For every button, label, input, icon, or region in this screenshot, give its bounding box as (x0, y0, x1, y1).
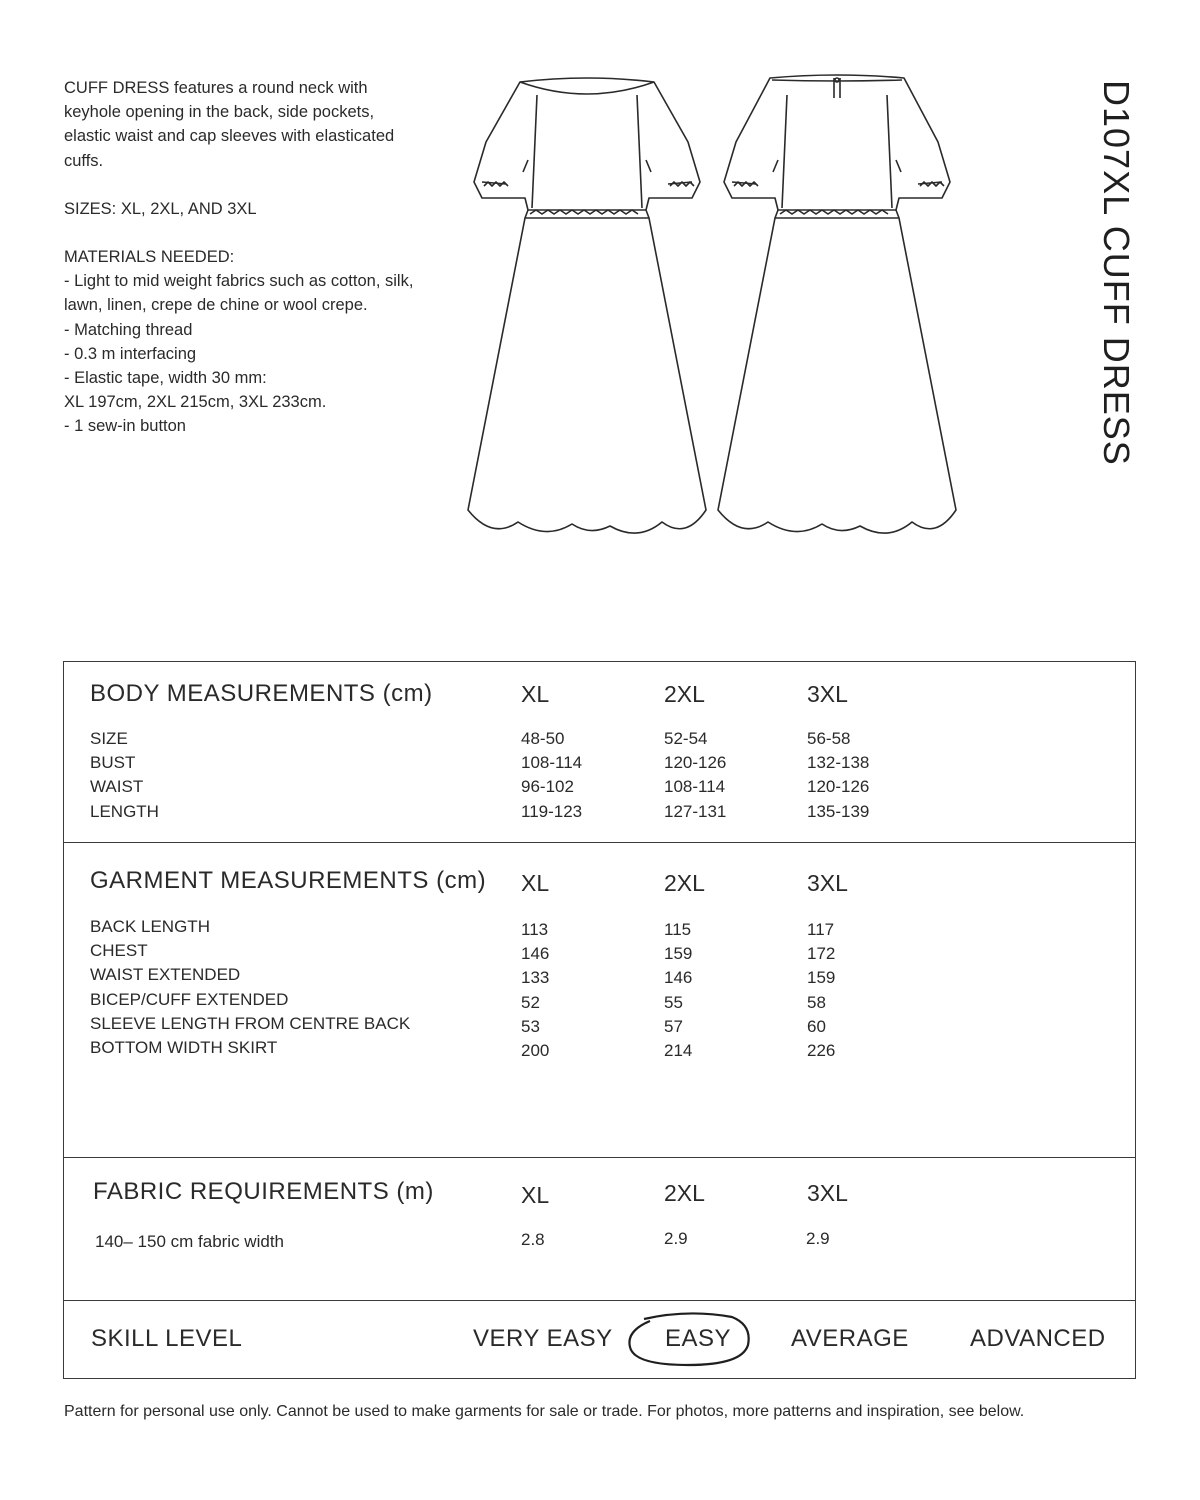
value-cell: 200 (521, 1041, 550, 1061)
garment-measurements-section (64, 843, 1135, 1158)
size-header-2xl: 2XL (664, 1180, 705, 1206)
material-item: - Matching thread (64, 320, 193, 339)
body-measurements-section (64, 662, 1135, 843)
value-cell: 52-54 (664, 729, 708, 748)
value-cell: 146 (521, 944, 550, 964)
value-cell: 108-114 (521, 753, 583, 773)
size-header-xl: XL (521, 681, 550, 707)
body-values-xl (521, 727, 582, 824)
value-cell: 159 (664, 944, 693, 964)
size-header-3xl: 3XL (807, 681, 848, 707)
row-label: SIZE (90, 729, 128, 748)
size-header-2xl: 2XL (664, 681, 705, 707)
skill-option-easy: EASY (665, 1325, 732, 1352)
material-item: XL 197cm, 2XL 215cm, 3XL 233cm. (64, 393, 327, 412)
pattern-title: D107XL CUFF DRESS (1096, 80, 1137, 466)
size-header-2xl: 2XL (664, 870, 705, 896)
value-cell: 108-114 (664, 777, 726, 797)
fabric-value-2xl: 2.9 (664, 1229, 688, 1248)
value-cell: 113 (521, 920, 549, 939)
value-cell: 214 (664, 1041, 693, 1061)
material-item: - 0.3 m interfacing (64, 344, 197, 363)
row-label: BOTTOM WIDTH SKIRT (90, 1038, 278, 1058)
dress-back-sketch (712, 70, 962, 550)
value-cell: 159 (807, 968, 836, 988)
fabric-width-label: 140– 150 cm fabric width (95, 1232, 284, 1251)
skill-option-advanced: ADVANCED (970, 1325, 1106, 1352)
value-cell: 119-123 (521, 801, 583, 821)
value-cell: 55 (664, 992, 683, 1012)
size-header-xl: XL (521, 1182, 550, 1208)
material-item: - Light to mid weight fabrics such as cotton, silk, lawn, linen, crepe de chine or wool crepe. (64, 272, 414, 315)
row-label: WAIST EXTENDED (90, 965, 241, 985)
body-measurements-title: BODY MEASUREMENTS (cm) (90, 680, 433, 707)
value-cell: 120-126 (664, 753, 727, 773)
row-label: WAIST (90, 777, 144, 797)
value-cell: 96-102 (521, 777, 574, 797)
dress-front-sketch (462, 70, 712, 550)
fabric-requirements-title: FABRIC REQUIREMENTS (m) (93, 1178, 434, 1205)
footer-note: Pattern for personal use only. Cannot be used to make garments for sale or trade. For photos, more patterns and inspiration, see below. (64, 1403, 1025, 1420)
value-cell: 135-139 (807, 801, 870, 821)
value-cell: 226 (807, 1041, 836, 1061)
value-cell: 48-50 (521, 729, 565, 748)
fabric-requirements-section (64, 1158, 1135, 1301)
value-cell: 58 (807, 992, 826, 1012)
skill-option-average: AVERAGE (791, 1325, 909, 1352)
skill-level-section (64, 1301, 1135, 1379)
measurement-table (63, 661, 1136, 1379)
row-label: BUST (90, 753, 136, 773)
value-cell: 52 (521, 992, 540, 1012)
row-label: SLEEVE LENGTH FROM CENTRE BACK (90, 1013, 411, 1033)
skill-level-label: SKILL LEVEL (91, 1325, 243, 1352)
fabric-value-3xl: 2.9 (806, 1229, 830, 1248)
material-item: - Elastic tape, width 30 mm: (64, 369, 267, 388)
value-cell: 57 (664, 1016, 683, 1036)
value-cell: 133 (521, 968, 550, 988)
garment-measurements-title: GARMENT MEASUREMENTS (cm) (90, 867, 487, 894)
garment-values-xl (521, 918, 549, 1063)
value-cell: 120-126 (807, 777, 870, 797)
selected-skill-circle (624, 1309, 754, 1371)
value-cell: 60 (807, 1016, 826, 1036)
size-header-3xl: 3XL (807, 870, 848, 896)
value-cell: 56-58 (807, 729, 851, 748)
garment-measurement-labels (90, 915, 410, 1060)
value-cell: 53 (521, 1016, 540, 1036)
skill-option-very-easy: VERY EASY (473, 1325, 613, 1352)
value-cell: 146 (664, 968, 693, 988)
row-label: BACK LENGTH (90, 917, 210, 936)
materials-title: MATERIALS NEEDED: (64, 248, 235, 267)
garment-values-3xl (807, 918, 835, 1063)
material-item: - 1 sew-in button (64, 417, 186, 436)
value-cell: 132-138 (807, 753, 870, 773)
body-values-2xl (664, 727, 726, 824)
size-header-3xl: 3XL (807, 1180, 848, 1206)
size-header-xl: XL (521, 870, 550, 896)
value-cell: 117 (807, 920, 835, 939)
garment-values-2xl (664, 918, 692, 1063)
fabric-value-xl: 2.8 (521, 1230, 545, 1249)
intro-block (64, 76, 414, 439)
sizes-line: SIZES: XL, 2XL, AND 3XL (64, 199, 257, 218)
body-values-3xl (807, 727, 869, 824)
body-measurement-labels (90, 727, 159, 824)
value-cell: 115 (664, 920, 692, 939)
row-label: BICEP/CUFF EXTENDED (90, 989, 289, 1009)
value-cell: 172 (807, 944, 836, 964)
row-label: LENGTH (90, 801, 159, 821)
value-cell: 127-131 (664, 801, 727, 821)
row-label: CHEST (90, 941, 148, 961)
dress-description: CUFF DRESS features a round neck with keyhole opening in the back, side pockets, elastic waist and cap sleeves with elasticated cuffs. (64, 79, 395, 170)
